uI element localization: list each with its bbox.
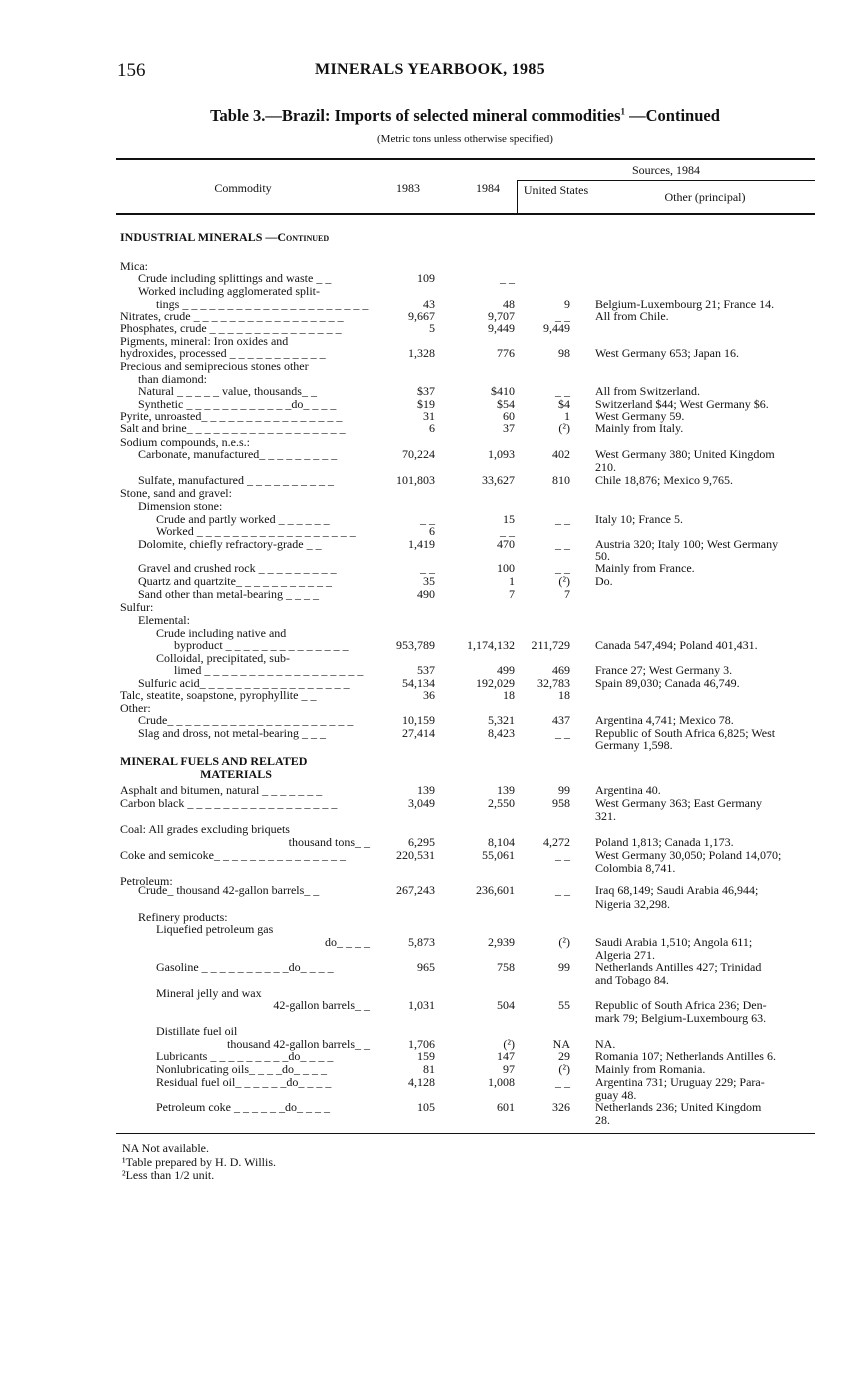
table-row bbox=[0, 1101, 860, 1114]
commodity-label: Petroleum: bbox=[120, 874, 173, 888]
page-number: 156 bbox=[117, 60, 146, 81]
value-1984: 1,093 bbox=[488, 447, 515, 461]
value-1983: 9,667 bbox=[408, 309, 435, 323]
top-rule bbox=[116, 158, 815, 160]
commodity-label: Pyrite, unroasted_ _ _ _ _ _ _ _ _ _ _ _ _ _ _ _ bbox=[120, 409, 343, 423]
value-other-principal: Mainly from Romania. bbox=[595, 1062, 706, 1076]
value-other-principal: Argentina 4,741; Mexico 78. bbox=[595, 713, 734, 727]
commodity-label: Nonlubricating oils_ _ _ _do_ _ _ _ bbox=[156, 1062, 327, 1076]
value-other-principal: Republic of South Africa 236; Den- bbox=[595, 998, 767, 1012]
commodity-label: Colloidal, precipitated, sub- bbox=[156, 651, 290, 665]
value-other-principal: and Tobago 84. bbox=[595, 973, 669, 987]
header-other-principal: Other (principal) bbox=[664, 190, 746, 204]
value-1984: 470 bbox=[497, 537, 515, 551]
value-united-states: _ _ bbox=[555, 537, 570, 551]
commodity-label: Residual fuel oil_ _ _ _ _ _do_ _ _ _ bbox=[156, 1075, 332, 1089]
value-1983: 5,873 bbox=[408, 935, 435, 949]
value-1984: 55,061 bbox=[482, 848, 515, 862]
value-1984: (²) bbox=[503, 1037, 515, 1051]
value-united-states: _ _ bbox=[555, 726, 570, 740]
value-1984: 236,601 bbox=[476, 883, 515, 897]
table-subtitle: (Metric tons unless otherwise specified) bbox=[377, 133, 553, 145]
commodity-label: Sand other than metal-bearing _ _ _ _ bbox=[138, 587, 319, 601]
commodity-label: thousand 42-gallon barrels_ _ bbox=[227, 1037, 370, 1051]
value-other-principal: Romania 107; Netherlands Antilles 6. bbox=[595, 1049, 776, 1063]
table-row bbox=[0, 487, 860, 500]
value-1983: 109 bbox=[417, 271, 435, 285]
value-1983: 6 bbox=[429, 421, 435, 435]
table-row bbox=[0, 849, 860, 862]
value-1983: $19 bbox=[417, 397, 435, 411]
value-1983: 35 bbox=[423, 574, 435, 588]
commodity-label: Gasoline _ _ _ _ _ _ _ _ _ _do_ _ _ _ bbox=[156, 960, 334, 974]
value-1983: 81 bbox=[423, 1062, 435, 1076]
value-united-states: 99 bbox=[558, 783, 570, 797]
sources-rule bbox=[517, 180, 815, 181]
value-other-principal: Chile 18,876; Mexico 9,765. bbox=[595, 473, 733, 487]
value-1984: 9,707 bbox=[488, 309, 515, 323]
value-1984: 192,029 bbox=[476, 676, 515, 690]
table-row bbox=[0, 448, 860, 461]
commodity-label: Precious and semiprecious stones other bbox=[120, 359, 309, 373]
value-1983: 70,224 bbox=[402, 447, 435, 461]
commodity-label: MINERAL FUELS AND RELATED bbox=[120, 754, 308, 768]
value-1983: 4,128 bbox=[408, 1075, 435, 1089]
commodity-label: Worked including agglomerated split- bbox=[138, 284, 320, 298]
header-united-states: United States bbox=[523, 183, 589, 197]
value-united-states: 326 bbox=[552, 1100, 570, 1114]
value-1983: _ _ bbox=[420, 561, 435, 575]
value-1983: 1,031 bbox=[408, 998, 435, 1012]
value-other-principal: Spain 89,030; Canada 46,749. bbox=[595, 676, 740, 690]
value-other-principal: All from Switzerland. bbox=[595, 384, 700, 398]
commodity-label: Salt and brine_ _ _ _ _ _ _ _ _ _ _ _ _ _ _ _ _ _ bbox=[120, 421, 346, 435]
value-1984: 8,423 bbox=[488, 726, 515, 740]
commodity-label: Elemental: bbox=[138, 613, 190, 627]
value-united-states: _ _ bbox=[555, 512, 570, 526]
value-united-states: 211,729 bbox=[531, 638, 570, 652]
value-other-principal: France 27; West Germany 3. bbox=[595, 663, 733, 677]
commodity-label: Crude including splittings and waste _ _ bbox=[138, 271, 332, 285]
value-1984: 776 bbox=[497, 346, 515, 360]
value-other-principal: 321. bbox=[595, 809, 616, 823]
commodity-label: Other: bbox=[120, 701, 151, 715]
value-other-principal: Germany 1,598. bbox=[595, 738, 673, 752]
commodity-label: Carbonate, manufactured_ _ _ _ _ _ _ _ _ bbox=[138, 447, 338, 461]
value-1983: 27,414 bbox=[402, 726, 435, 740]
value-1983: 105 bbox=[417, 1100, 435, 1114]
value-united-states: 4,272 bbox=[543, 835, 570, 849]
commodity-label: Dolomite, chiefly refractory-grade _ _ bbox=[138, 537, 322, 551]
value-1983: _ _ bbox=[420, 512, 435, 526]
value-other-principal: West Germany 59. bbox=[595, 409, 685, 423]
value-united-states: (²) bbox=[558, 574, 570, 588]
value-1984: $410 bbox=[491, 384, 515, 398]
value-1984: 139 bbox=[497, 783, 515, 797]
commodity-label: Synthetic _ _ _ _ _ _ _ _ _ _ _ _do_ _ _ _ bbox=[138, 397, 337, 411]
value-other-principal: All from Chile. bbox=[595, 309, 669, 323]
value-other-principal: Do. bbox=[595, 574, 613, 588]
value-other-principal: 28. bbox=[595, 1113, 610, 1127]
value-1984: 7 bbox=[509, 587, 515, 601]
commodity-label: tings _ _ _ _ _ _ _ _ _ _ _ _ _ _ _ _ _ _ _ _ _ bbox=[156, 297, 369, 311]
commodity-label: Sulfuric acid_ _ _ _ _ _ _ _ _ _ _ _ _ _ _ _ _ bbox=[138, 676, 350, 690]
value-other-principal: Argentina 40. bbox=[595, 783, 661, 797]
value-other-principal: NA. bbox=[595, 1037, 616, 1051]
value-united-states: 958 bbox=[552, 796, 570, 810]
table-row bbox=[0, 639, 860, 652]
value-other-principal: West Germany 30,050; Poland 14,070; bbox=[595, 848, 782, 862]
commodity-label: than diamond: bbox=[138, 372, 207, 386]
table-row bbox=[0, 1076, 860, 1089]
commodity-label: Coal: All grades excluding briquets bbox=[120, 822, 290, 836]
value-1984: 97 bbox=[503, 1062, 515, 1076]
value-1984: 2,939 bbox=[488, 935, 515, 949]
value-other-principal: West Germany 380; United Kingdom bbox=[595, 447, 775, 461]
value-united-states: (²) bbox=[558, 421, 570, 435]
table-title bbox=[0, 106, 860, 126]
table-row bbox=[0, 961, 860, 974]
value-1984: 147 bbox=[497, 1049, 515, 1063]
commodity-label: Crude and partly worked _ _ _ _ _ _ bbox=[156, 512, 330, 526]
value-united-states: 9,449 bbox=[543, 321, 570, 335]
header-1983: 1983 bbox=[396, 181, 420, 195]
commodity-label: INDUSTRIAL MINERALS —Continued bbox=[120, 230, 330, 244]
value-1984: 601 bbox=[497, 1100, 515, 1114]
commodity-label: Stone, sand and gravel: bbox=[120, 486, 232, 500]
section-heading bbox=[0, 231, 860, 244]
value-1983: 3,049 bbox=[408, 796, 435, 810]
value-1984: 60 bbox=[503, 409, 515, 423]
value-united-states: 469 bbox=[552, 663, 570, 677]
header-commodity: Commodity bbox=[214, 181, 272, 195]
value-1983: 139 bbox=[417, 783, 435, 797]
table-row bbox=[0, 898, 860, 911]
value-1984: 1 bbox=[509, 574, 515, 588]
value-1983: $37 bbox=[417, 384, 435, 398]
value-other-principal: Colombia 8,741. bbox=[595, 861, 676, 875]
commodity-label: Pigments, mineral: Iron oxides and bbox=[120, 334, 289, 348]
value-1983: 1,328 bbox=[408, 346, 435, 360]
footnote-1: ¹Table prepared by H. D. Willis. bbox=[122, 1154, 277, 1169]
value-1983: 159 bbox=[417, 1049, 435, 1063]
commodity-label: Quartz and quartzite_ _ _ _ _ _ _ _ _ _ _ bbox=[138, 574, 332, 588]
value-1984: 758 bbox=[497, 960, 515, 974]
commodity-label: Mineral jelly and wax bbox=[156, 986, 262, 1000]
value-1984: 33,627 bbox=[482, 473, 515, 487]
value-united-states: $4 bbox=[558, 397, 570, 411]
value-1984: 5,321 bbox=[488, 713, 515, 727]
commodity-label: Crude including native and bbox=[156, 626, 287, 640]
commodity-label: Sodium compounds, n.e.s.: bbox=[120, 435, 251, 449]
value-1984: 504 bbox=[497, 998, 515, 1012]
commodity-label: 42-gallon barrels_ _ bbox=[273, 998, 370, 1012]
value-other-principal: 210. bbox=[595, 460, 616, 474]
value-other-principal: Canada 547,494; Poland 401,431. bbox=[595, 638, 758, 652]
value-1984: 18 bbox=[503, 688, 515, 702]
commodity-label: Coke and semicoke_ _ _ _ _ _ _ _ _ _ _ _ _ _ _ bbox=[120, 848, 346, 862]
value-1984: 15 bbox=[503, 512, 515, 526]
value-1984: $54 bbox=[497, 397, 515, 411]
value-other-principal: West Germany 653; Japan 16. bbox=[595, 346, 739, 360]
value-1983: 5 bbox=[429, 321, 435, 335]
value-other-principal: Mainly from France. bbox=[595, 561, 695, 575]
commodity-label: Natural _ _ _ _ _ value, thousands_ _ bbox=[138, 384, 317, 398]
value-united-states: _ _ bbox=[555, 561, 570, 575]
header-sources: Sources, 1984 bbox=[632, 163, 700, 177]
table-row bbox=[0, 601, 860, 614]
commodity-label: byproduct _ _ _ _ _ _ _ _ _ _ _ _ _ _ bbox=[174, 638, 349, 652]
value-1983: 267,243 bbox=[396, 883, 435, 897]
bottom-rule bbox=[116, 1133, 815, 1134]
commodity-label: hydroxides, processed _ _ _ _ _ _ _ _ _ _ _ bbox=[120, 346, 326, 360]
value-other-principal: Argentina 731; Uruguay 229; Para- bbox=[595, 1075, 765, 1089]
value-other-principal: mark 79; Belgium-Luxembourg 63. bbox=[595, 1011, 767, 1025]
title-footnote-ref: 1 bbox=[620, 106, 626, 117]
value-other-principal: West Germany 363; East Germany bbox=[595, 796, 762, 810]
value-1983: 490 bbox=[417, 587, 435, 601]
value-1983: 537 bbox=[417, 663, 435, 677]
value-other-principal: Austria 320; Italy 100; West Germany bbox=[595, 537, 779, 551]
table-row bbox=[0, 1012, 860, 1025]
value-1984: _ _ bbox=[500, 271, 515, 285]
commodity-label: Phosphates, crude _ _ _ _ _ _ _ _ _ _ _ _ _ _ _ bbox=[120, 321, 342, 335]
value-1984: 499 bbox=[497, 663, 515, 677]
value-united-states: _ _ bbox=[555, 309, 570, 323]
value-other-principal: 50. bbox=[595, 549, 610, 563]
value-united-states: 7 bbox=[564, 587, 570, 601]
value-1984: _ _ bbox=[500, 524, 515, 538]
value-united-states: 9 bbox=[564, 297, 570, 311]
value-other-principal: Republic of South Africa 6,825; West bbox=[595, 726, 776, 740]
value-united-states: (²) bbox=[558, 935, 570, 949]
commodity-label: Asphalt and bitumen, natural _ _ _ _ _ _ _ bbox=[120, 783, 323, 797]
value-1984: 8,104 bbox=[488, 835, 515, 849]
value-1983: 31 bbox=[423, 409, 435, 423]
value-other-principal: Mainly from Italy. bbox=[595, 421, 684, 435]
table-row bbox=[0, 797, 860, 810]
commodity-label: Petroleum coke _ _ _ _ _ _do_ _ _ _ bbox=[156, 1100, 330, 1114]
footnote-na: NA Not available. bbox=[122, 1141, 209, 1155]
table-row bbox=[0, 936, 860, 949]
footnote-2: ²Less than 1/2 unit. bbox=[122, 1168, 215, 1182]
commodity-label: Crude_ _ _ _ _ _ _ _ _ _ _ _ _ _ _ _ _ _ _ _ _ bbox=[138, 713, 354, 727]
commodity-label: Talc, steatite, soapstone, pyrophyllite _ _ bbox=[120, 688, 317, 702]
value-united-states: 1 bbox=[564, 409, 570, 423]
value-united-states: 810 bbox=[552, 473, 570, 487]
commodity-label: Refinery products: bbox=[138, 910, 228, 924]
running-head: MINERALS YEARBOOK, 1985 bbox=[315, 61, 545, 78]
value-united-states: _ _ bbox=[555, 883, 570, 897]
value-1983: 101,803 bbox=[396, 473, 435, 487]
table-row bbox=[0, 422, 860, 435]
value-1984: 1,008 bbox=[488, 1075, 515, 1089]
commodity-label: MATERIALS bbox=[200, 767, 272, 781]
value-other-principal: guay 48. bbox=[595, 1088, 637, 1102]
value-united-states: 98 bbox=[558, 346, 570, 360]
value-united-states: 437 bbox=[552, 713, 570, 727]
value-united-states: 55 bbox=[558, 998, 570, 1012]
section-heading bbox=[0, 755, 860, 768]
value-other-principal: Netherlands Antilles 427; Trinidad bbox=[595, 960, 762, 974]
value-1984: 48 bbox=[503, 297, 515, 311]
table-row bbox=[0, 884, 860, 897]
value-united-states: 402 bbox=[552, 447, 570, 461]
value-1983: 1,706 bbox=[408, 1037, 435, 1051]
commodity-label: Slag and dross, not metal-bearing _ _ _ bbox=[138, 726, 326, 740]
table-title-text: Table 3.—Brazil: Imports of selected mineral commodities bbox=[210, 106, 621, 125]
footnotes bbox=[122, 1142, 276, 1183]
table-row bbox=[0, 1114, 860, 1127]
value-united-states: (²) bbox=[558, 1062, 570, 1076]
commodity-label: Crude_ thousand 42-gallon barrels_ _ bbox=[138, 883, 320, 897]
commodity-label: Sulfate, manufactured _ _ _ _ _ _ _ _ _ _ bbox=[138, 473, 334, 487]
value-1983: 6,295 bbox=[408, 835, 435, 849]
header-1984: 1984 bbox=[476, 181, 500, 195]
value-united-states: 18 bbox=[558, 688, 570, 702]
value-1984: 100 bbox=[497, 561, 515, 575]
value-1983: 965 bbox=[417, 960, 435, 974]
value-1983: 10,159 bbox=[402, 713, 435, 727]
commodity-label: Gravel and crushed rock _ _ _ _ _ _ _ _ _ bbox=[138, 561, 337, 575]
value-united-states: _ _ bbox=[555, 384, 570, 398]
value-united-states: _ _ bbox=[555, 848, 570, 862]
table-row bbox=[0, 272, 860, 285]
value-united-states: 99 bbox=[558, 960, 570, 974]
value-other-principal: Netherlands 236; United Kingdom bbox=[595, 1100, 762, 1114]
value-other-principal: Saudi Arabia 1,510; Angola 611; bbox=[595, 935, 753, 949]
commodity-label: thousand tons_ _ bbox=[288, 835, 370, 849]
value-other-principal: Nigeria 32,298. bbox=[595, 897, 670, 911]
table-row bbox=[0, 974, 860, 987]
value-other-principal: Iraq 68,149; Saudi Arabia 46,944; bbox=[595, 883, 759, 897]
value-1984: 2,550 bbox=[488, 796, 515, 810]
value-1983: 953,789 bbox=[396, 638, 435, 652]
value-united-states: 29 bbox=[558, 1049, 570, 1063]
commodity-label: Liquefied petroleum gas bbox=[156, 922, 274, 936]
commodity-label: Carbon black _ _ _ _ _ _ _ _ _ _ _ _ _ _ _ _ _ bbox=[120, 796, 338, 810]
value-other-principal: Poland 1,813; Canada 1,173. bbox=[595, 835, 734, 849]
value-united-states: _ _ bbox=[555, 1075, 570, 1089]
value-1984: 1,174,132 bbox=[467, 638, 515, 652]
commodity-label: do_ _ _ _ bbox=[325, 935, 370, 949]
commodity-label: Lubricants _ _ _ _ _ _ _ _ _do_ _ _ _ bbox=[156, 1049, 334, 1063]
value-other-principal: Switzerland $44; West Germany $6. bbox=[595, 397, 769, 411]
value-1983: 54,134 bbox=[402, 676, 435, 690]
commodity-label: limed _ _ _ _ _ _ _ _ _ _ _ _ _ _ _ _ _ _ bbox=[174, 663, 364, 677]
commodity-label: Mica: bbox=[120, 259, 148, 273]
value-other-principal: Italy 10; France 5. bbox=[595, 512, 683, 526]
table-row bbox=[0, 614, 860, 627]
section-heading bbox=[0, 768, 860, 781]
value-1983: 1,419 bbox=[408, 537, 435, 551]
table-row bbox=[0, 360, 860, 373]
table-row bbox=[0, 739, 860, 752]
value-1984: 9,449 bbox=[488, 321, 515, 335]
value-1983: 6 bbox=[429, 524, 435, 538]
value-other-principal: Belgium-Luxembourg 21; France 14. bbox=[595, 297, 775, 311]
value-united-states: NA bbox=[552, 1037, 570, 1051]
commodity-label: Sulfur: bbox=[120, 600, 154, 614]
value-1983: 43 bbox=[423, 297, 435, 311]
header-rule bbox=[116, 213, 815, 215]
table-title-continued: —Continued bbox=[625, 106, 720, 125]
value-other-principal: Algeria 271. bbox=[595, 948, 655, 962]
value-united-states: 32,783 bbox=[537, 676, 570, 690]
commodity-label: Distillate fuel oil bbox=[156, 1024, 238, 1038]
commodity-label: Worked _ _ _ _ _ _ _ _ _ _ _ _ _ _ _ _ _ _ bbox=[156, 524, 356, 538]
value-1983: 220,531 bbox=[396, 848, 435, 862]
value-1983: 36 bbox=[423, 688, 435, 702]
value-1984: 37 bbox=[503, 421, 515, 435]
commodity-label: Dimension stone: bbox=[138, 499, 223, 513]
commodity-label: Nitrates, crude _ _ _ _ _ _ _ _ _ _ _ _ _ _ _ _ _ bbox=[120, 309, 344, 323]
